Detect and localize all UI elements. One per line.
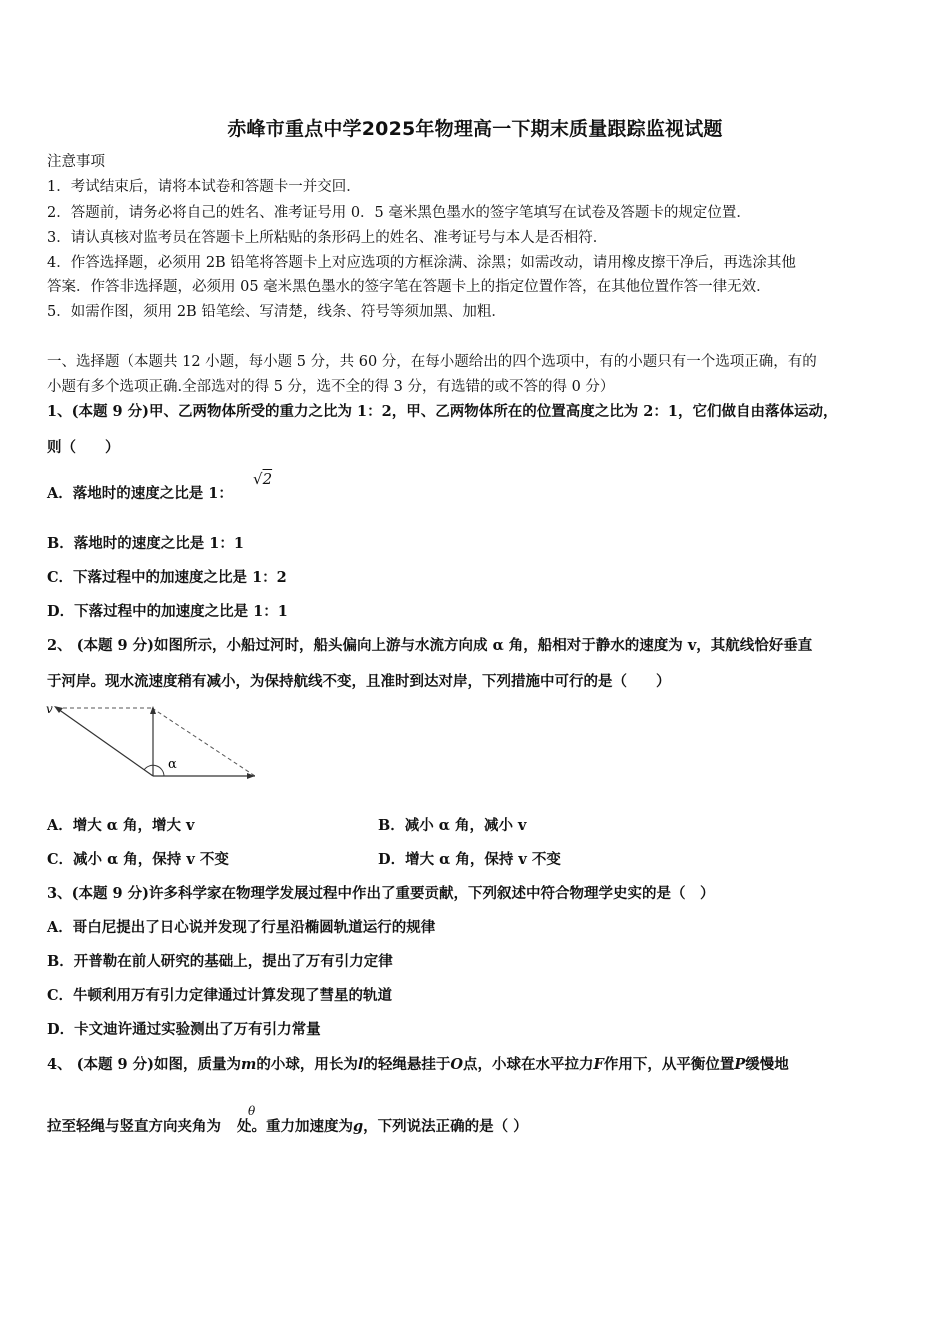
q3-option-b: B．开普勒在前人研究的基础上，提出了万有引力定律 xyxy=(47,953,393,970)
q3-option-d: D．卡文迪许通过实验测出了万有引力常量 xyxy=(47,1021,321,1038)
q1-option-a: A．落地时的速度之比是 1： xyxy=(47,485,233,502)
q1-option-b: B．落地时的速度之比是 1：1 xyxy=(47,535,244,552)
q1-stem-cont: 则（ ） xyxy=(47,439,120,456)
q2-stem: 2、 (本题 9 分)如图所示，小船过河时，船头偏向上游与水流方向成 α 角，船相对于静水的速度为 v，其航线恰好垂直 xyxy=(47,637,813,654)
q2-option-d: D．增大 α 角，保持 v 不变 xyxy=(378,851,561,868)
arrow-head-icon xyxy=(247,773,255,779)
q4-stem-cont: 拉至轻绳与竖直方向夹角为 处。重力加速度为g，下列说法正确的是（ ） xyxy=(47,1118,528,1135)
section-heading: 一、选择题（本题共 12 小题，每小题 5 分，共 60 分，在每小题给出的四个选项中，有的小题只有一个选项正确，有的 xyxy=(47,354,817,370)
q1-option-c: C．下落过程中的加速度之比是 1：2 xyxy=(47,569,287,586)
q3-stem: 3、(本题 9 分)许多科学家在物理学发展过程中作出了重要贡献，下列叙述中符合物理学史实的是（ ） xyxy=(47,885,715,902)
notice-heading: 注意事项 xyxy=(47,154,105,170)
notice-item: 2．答题前，请务必将自己的姓名、准考证号用 0．5 毫米黑色墨水的签字笔填写在试卷及答题卡的规定位置． xyxy=(47,205,751,221)
q2-stem-cont: 于河岸。现水流速度稍有减小，为保持航线不变，且准时到达对岸，下列措施中可行的是（ ） xyxy=(47,673,671,690)
notice-item: 3．请认真核对监考员在答题卡上所粘贴的条形码上的姓名、准考证号与本人是否相符． xyxy=(47,230,608,246)
angle-arc xyxy=(144,765,164,776)
notice-item: 4．作答选择题，必须用 2B 铅笔将答题卡上对应选项的方框涂满、涂黑；如需改动，请用橡皮擦干净后，再选涂其他 xyxy=(47,255,796,271)
q3-option-a: A．哥白尼提出了日心说并发现了行星沿椭圆轨道运行的规律 xyxy=(47,919,436,936)
notice-item: 5．如需作图，须用 2B 铅笔绘、写清楚，线条、符号等须加黑、加粗． xyxy=(47,304,506,320)
q1-option-d: D．下落过程中的加速度之比是 1：1 xyxy=(47,603,288,620)
v-label: v xyxy=(46,702,53,716)
notice-item: 答案．作答非选择题，必须用 05 毫米黑色墨水的签字笔在答题卡上的指定位置作答，在其他位置作答一律无效． xyxy=(47,279,771,295)
q4-stem: 4、 (本题 9 分)如图，质量为m的小球，用长为l的轻绳悬挂于O点，小球在水平拉力F作用下，从平衡位置P缓慢地 xyxy=(47,1056,789,1073)
page-title: 赤峰市重点中学2025年物理高一下期末质量跟踪监视试题 xyxy=(227,118,723,140)
boat-velocity-arrow xyxy=(58,709,153,776)
boat-vector-diagram xyxy=(40,700,270,785)
theta-symbol: θ xyxy=(248,1104,256,1118)
alpha-label: α xyxy=(168,757,177,772)
q2-option-b: B．减小 α 角，减小 v xyxy=(378,817,527,834)
q3-option-c: C．牛顿利用万有引力定律通过计算发现了彗星的轨道 xyxy=(47,987,393,1004)
q1-stem: 1、(本题 9 分)甲、乙两物体所受的重力之比为 1：2，甲、乙两物体所在的位置高度之比为 2：1，它们做自由落体运动， xyxy=(47,403,838,420)
sqrt2-formula: √2 xyxy=(253,470,273,488)
section-heading-cont: 小题有多个选项正确.全部选对的得 5 分，选不全的得 3 分，有选错的或不答的得 0 分） xyxy=(47,379,615,395)
notice-item: 1．考试结束后，请将本试卷和答题卡一并交回． xyxy=(47,179,361,195)
q2-option-c: C．减小 α 角，保持 v 不变 xyxy=(47,851,229,868)
q2-option-a: A．增大 α 角，增大 v xyxy=(47,817,195,834)
